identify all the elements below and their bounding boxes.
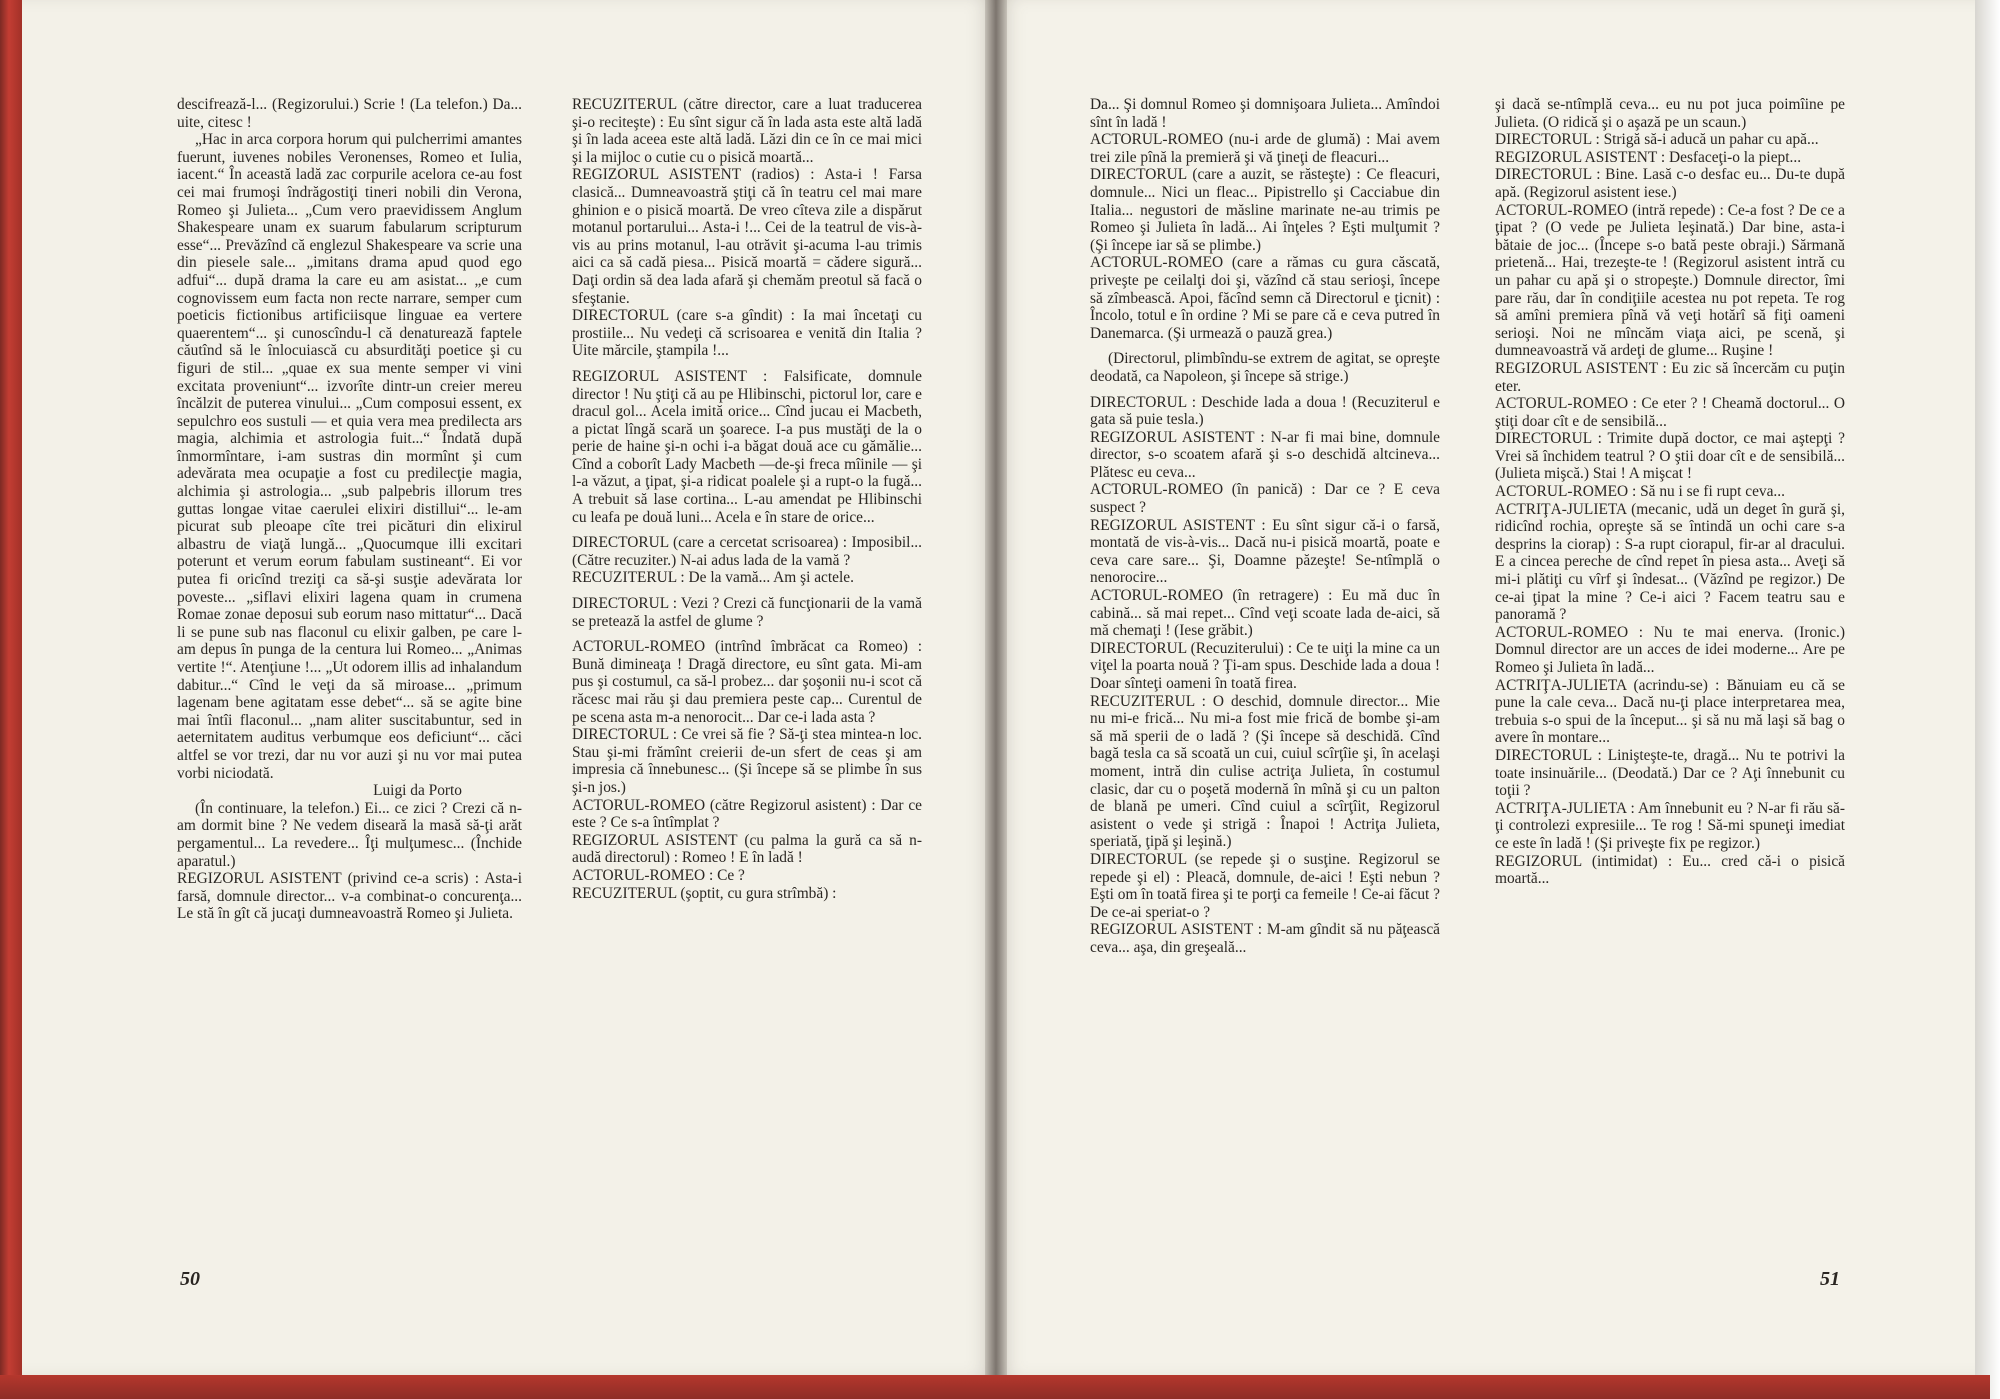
book-cover-edge-right xyxy=(1975,0,2000,1399)
paragraph: DIRECTORUL : Bine. Lasă c-o desfac eu... Du-te după apă. (Regizorul asistent iese.) xyxy=(1495,166,1845,201)
paragraph: REGIZORUL ASISTENT : M-am gîndit să nu păţească ceva... aşa, din greşeală... xyxy=(1090,921,1440,956)
paragraph: (În continuare, la telefon.) Ei... ce zici ? Crezi că n-am dormit bine ? Ne vedem diseară la masă să-ţi arăt pergamentul... La revedere... Îţi mulţumesc... (Închide aparatul.) xyxy=(177,799,522,870)
column-4 xyxy=(1495,96,1845,888)
paragraph: DIRECTORUL (care a auzit, se răsteşte) : Ce fleacuri, domnule... Nici un fleac... Pipistrello şi Cacciabue din Italia... negustori de măsline marinate ne-au trimis pe Romeo şi Julieta în ladă... Ai înţeles ? Eşti mulţumit ? (Şi începe iar să se plimbe.) xyxy=(1090,166,1440,254)
paragraph: RECUZITERUL : O deschid, domnule director... Mie nu mi-e frică... Nu mi-a fost mie frică de bombe şi-am să mă sperii de o ladă ? (Şi începe să deschidă. Cînd bagă tesla ca să scoată un cui, cuiul scîrţîie şi, în acelaşi moment, intră din culise actriţa Julieta, în costumul clasic, dar cu o poşetă modernă în mînă şi cu un palton de blană pe umeri. Cînd cuiul a scîrţîit, Regizorul asistent o vede şi strigă : Înapoi ! Actriţa Julieta, speriată, ţipă şi leşină.) xyxy=(1090,692,1440,851)
paragraph: şi dacă se-ntîmplă ceva... eu nu pot juca poimîine pe Julieta. (O ridică şi o aşază pe un scaun.) xyxy=(1495,96,1845,131)
paragraph: ACTORUL-ROMEO (intrînd îmbrăcat ca Romeo) : Bună dimineaţa ! Dragă directore, eu sînt gata. Mi-am pus şi costumul, ca să-l probez... dar şoşonii nu-i scot că răcesc mai rău şi dau premiera peste cap... Curentul de pe scena asta m-a nenorocit... Dar ce-i lada asta ? xyxy=(572,638,922,726)
paragraph: REGIZORUL ASISTENT : Eu sînt sigur că-i o farsă, montată de vis-à-vis... Dacă nu-i pisică moartă, poate e ceva care sare... Şi, Doamne păzeşte! Se-ntîmplă o nenorocire... xyxy=(1090,516,1440,587)
paragraph: ACTORUL-ROMEO (în panică) : Dar ce ? E ceva suspect ? xyxy=(1090,481,1440,517)
column-3 xyxy=(1090,96,1440,957)
paragraph: ACTORUL-ROMEO (către Regizorul asistent) : Dar ce este ? Ce s-a întîmplat ? xyxy=(572,796,922,832)
paragraph: REGIZORUL ASISTENT : N-ar fi mai bine, domnule director, s-o scoatem afară şi s-o deschidă altcineva... Plătesc eu ceva... xyxy=(1090,428,1440,481)
book-cover-edge-left xyxy=(0,0,22,1399)
paragraph: „Hac in arca corpora horum qui pulcherrimi amantes fuerunt, iuvenes nobiles Veronenses, Romeo et Iulia, iacent.“ În această ladă zac corpurile acelora ce-au fost cei mai frumoşi îndrăgostiţi tineri nobili din Verona, Romeo şi Julieta... „Cum vero praevidissem Anglum Shakespeare unam ex suarum fabularum scripturum esse“... Prevăzînd că englezul Shakespeare va scrie una din piesele sale... „imitans drama apud quod ego adfui“... după drama la care eu am asistat... „e cum cognovissem eum facta non recte narrare, semper cum poeticis fictionibus artificiisque linguae ea vertere quaerentem“... şi cunoscîndu-l că denaturează faptele căutînd să le înlocuiască cu absurdităţi poetice şi cu figuri de stil... „quae ex sua mente semper vi vini excitata proveniunt“... izvorîte dintr-un creier mereu încălzit de puterea vinului... „Cum composui essent, ex sepulchro eos sustuli — et quia vera mea predilecta ars magia, alchimia et astrologia fuit...“ Îndată după înmormîntare, i-am sustras din mormînt şi cum adevărata mea ocupaţie a fost cu predilecţie magia, alchimia şi astrologia... „sub palpebris illorum tres guttas longae vitae caerulei elixiri distillui“... le-am picurat sub pleoape cîte trei picături din elixirul albastru de viaţă lungă... „Quocumque illi excitari poterunt et verum eorum fabulam sustineant“. Ei vor putea fi oricînd treziţi ca să-şi susţie adevărata lor poveste... „siflavi elixiri lagena quam in crumena Romae zonae deposui sub eorum naso mittatur“... Dacă li se pune sub nas flaconul cu elixir galben, pe care l-am depus în punga de la centura lui Romeo... „Animas vertite !“. Atenţiune !... „Ut odorem illis ad inhalandum dabitur...“ Cînd le veţi da să miroase... „primum lagenam bene agitatam esse debet“... să se agite bine mai întîi flaconul... „nam aliter suscitabuntur, sed in aeternitatem auditus verbumque eos deficiunt“... căci altfel se vor trezi, dar nu vor auzi şi nu vor mai putea vorbi niciodată. xyxy=(177,131,522,782)
paragraph: ACTORUL-ROMEO : Să nu i se fi rupt ceva... xyxy=(1495,483,1785,501)
paragraph: DIRECTORUL : Strigă să-i aducă un pahar cu apă... xyxy=(1495,131,1819,149)
paragraph: REGIZORUL (intimidat) : Eu... cred că-i o pisică moartă... xyxy=(1495,852,1845,888)
paragraph: ACTRIŢA-JULIETA : Am înnebunit eu ? N-ar fi rău să-ţi controlezi expresiile... Te rog ! Să-mi spuneţi imediat ce este în ladă ! (Şi priveşte fix pe regizor.) xyxy=(1495,799,1845,852)
paragraph: DIRECTORUL (care s-a gîndit) : Ia mai încetaţi cu prostiile... Nu vedeţi că scrisoarea e venită din Italia ? Uite mărcile, ştampila !... xyxy=(572,307,922,360)
paragraph: ACTORUL-ROMEO (care a rămas cu gura căscată, priveşte pe ceilalţi doi şi, văzînd că stau serioşi, începe să zîmbească. Apoi, făcînd semn că Directorul e ţicnit) : Încolo, totul e în ordine ? Mi se pare că e ceva putred în Danemarca. (Şi urmează o pauză grea.) xyxy=(1090,254,1440,342)
paragraph: ACTRIŢA-JULIETA (acrindu-se) : Bănuiam eu că se pune la cale ceva... Dacă nu-ţi place interpretarea mea, trebuia s-o spui de la început... şi să nu mă laşi să bag o avere în montare... xyxy=(1495,676,1845,747)
paragraph: DIRECTORUL : Linişteşte-te, dragă... Nu te potrivi la toate insinuările... (Deodată.) Dar ce ? Aţi înnebunit cu toţii ? xyxy=(1495,746,1845,800)
paragraph: DIRECTORUL : Vezi ? Crezi că funcţionarii de la vamă se pretează la astfel de glume ? xyxy=(572,595,922,630)
page-number-right: 51 xyxy=(1820,1268,1840,1290)
paragraph: RECUZITERUL : De la vamă... Am şi actele. xyxy=(572,569,854,587)
paragraph: ACTORUL-ROMEO : Ce ? xyxy=(572,866,745,884)
book-spine xyxy=(985,0,1007,1375)
page-number-left: 50 xyxy=(180,1268,200,1290)
signature-line: Luigi da Porto xyxy=(373,782,462,800)
right-page xyxy=(996,0,1975,1375)
paragraph: Da... Şi domnul Romeo şi domnişoara Julieta... Amîndoi sînt în ladă ! xyxy=(1090,96,1440,131)
paragraph: ACTORUL-ROMEO : Nu te mai enerva. (Ironic.) Domnul director are un acces de idei moderne... Are pe Romeo şi Julieta în ladă... xyxy=(1495,623,1845,676)
paragraph: DIRECTORUL (se repede şi o susţine. Regizorul se repede şi el) : Pleacă, domnule, de-aici ! Eşti nebun ? Eşti om în toată firea şi te porţi ca femeile ! Ce-ai făcut ? De ce-ai speriat-o ? xyxy=(1090,850,1440,921)
paragraph: ACTORUL-ROMEO (în retragere) : Eu mă duc în cabină... să mai repet... Cînd veţi scoate lada de-aici, să mă chemaţi ! (Iese grăbit.) xyxy=(1090,587,1440,640)
paragraph: descifrează-l... (Regizorului.) Scrie ! (La telefon.) Da... uite, citesc ! xyxy=(177,96,522,131)
left-page xyxy=(22,0,996,1375)
book-cover-edge-bottom xyxy=(0,1375,1990,1399)
paragraph: RECUZITERUL (către director, care a luat traducerea şi-o reciteşte) : Eu sînt sigur că în lada asta este altă ladă şi în lada aceea este altă ladă. Lăzi din ce în ce mai mici şi la mijloc o cutie cu o pisică moartă... xyxy=(572,96,922,166)
paragraph: DIRECTORUL : Deschide lada a doua ! (Recuziterul e gata să puie tesla.) xyxy=(1090,393,1440,429)
paragraph: REGIZORUL ASISTENT : Desfaceţi-o la piept... xyxy=(1495,148,1802,166)
paragraph: RECUZITERUL (şoptit, cu gura strîmbă) : xyxy=(572,884,837,902)
paragraph: REGIZORUL ASISTENT (cu palma la gură ca să n-audă directorul) : Romeo ! E în ladă ! xyxy=(572,831,922,867)
paragraph: ACTORUL-ROMEO (intră repede) : Ce-a fost ? De ce a ţipat ? (O vede pe Julieta leşinată.) Dar bine, asta-i bătaie de joc... (Începe s-o bată peste obraji.) Sărmană prietenă... Hai, trezeşte-te ! (Regizorul asistent intră cu un pahar cu apă şi o stropeşte.) Domnule director, îmi pare rău, dar în condiţiile acestea nu pot repeta. Te rog să amîni premiera pînă vă veţi hotărî să fiţi oameni serioşi. Noi ne mîncăm viaţa aici, pe scenă, şi dumneavoastră vă ardeţi de glume... Ruşine ! xyxy=(1495,201,1845,360)
paragraph: REGIZORUL ASISTENT : Falsificate, domnule director ! Nu ştiţi că au pe Hlibinschi, pictorul lor, care e dracul gol... Acela imită orice... Cînd jucau ei Macbeth, a pictat lîngă scară un şoarece. I-a pus mustăţi de la o perie de haine şi-n ochi i-a băgat două ace cu gămălie... Cînd a coborît Lady Macbeth —de-şi freca mîinile — şi l-a văzut, a ţipat, şi-a ridicat poalele şi a rupt-o la fugă... A trebuit să lase cortina... L-au amendat pe Hlibinschi cu leafa pe două luni... Acela e în stare de orice... xyxy=(572,367,922,526)
stage-direction: (Directorul, plimbîndu-se extrem de agitat, se opreşte deodată, ca Napoleon, şi începe să strige.) xyxy=(1090,350,1440,385)
paragraph: ACTORUL-ROMEO (nu-i arde de glumă) : Mai avem trei zile pînă la premieră şi vă ţineţi de fleacuri... xyxy=(1090,131,1440,166)
paragraph: REGIZORUL ASISTENT : Eu zic să încercăm cu puţin eter. xyxy=(1495,359,1845,395)
paragraph: ACTORUL-ROMEO : Ce eter ? ! Cheamă doctorul... O ştiţi doar cît e de sensibilă... xyxy=(1495,395,1845,430)
paragraph: DIRECTORUL (Recuziterului) : Ce te uiţi la mine ca un viţel la poarta nouă ? Ţi-am spus. Deschide lada a doua ! Doar sînteţi oameni în toată firea. xyxy=(1090,639,1440,692)
paragraph: DIRECTORUL : Ce vrei să fie ? Să-ţi stea mintea-n loc. Stau şi-mi frămînt creierii de-un sfert de ceas şi am impresia că înnebunesc... (Şi începe să se plimbe în sus şi-n jos.) xyxy=(572,726,922,796)
paragraph: ACTRIŢA-JULIETA (mecanic, udă un deget în gură şi, ridicînd rochia, opreşte să se întindă un ochi care s-a desprins la ciorap) : S-a rupt ciorapul, fir-ar al dracului. E a cincea pereche de cînd repet în piesa asta... Aveţi să mi-i plătiţi cu vîrf şi îndesat... (Văzînd pe regizor.) De ce-ai ţipat la mine ? Ce-i aici ? Facem teatru sau e panoramă ? xyxy=(1495,500,1845,624)
paragraph: REGIZORUL ASISTENT (radios) : Asta-i ! Farsa clasică... Dumneavoastră ştiţi că în teatru cel mai mare ghinion e o pisică moartă. De vreo cîteva zile a dispărut motanul portarului... Asta-i !... Cei de la teatrul de vis-à-vis au prins motanul, l-au otrăvit şi-acuma l-au trimis aici ca să cadă piesa... Pisică moartă = cădere sigură... Daţi ordin să dea lada afară şi chemăm preotul să facă o sfeştanie. xyxy=(572,166,922,307)
paragraph: DIRECTORUL : Trimite după doctor, ce mai aştepţi ? Vrei să închidem teatrul ? O ştii doar cît e de sensibilă... (Julieta mişcă.) Stai ! A mişcat ! xyxy=(1495,430,1845,483)
column-1 xyxy=(177,96,522,923)
paragraph: DIRECTORUL (care a cercetat scrisoarea) : Imposibil... (Către recuziter.) N-ai adus lada de la vamă ? xyxy=(572,534,922,569)
column-2 xyxy=(572,96,922,902)
paragraph: REGIZORUL ASISTENT (privind ce-a scris) : Asta-i farsă, domnule director... v-a combinat-o concurenţa... Le stă în gît că jucaţi dumneavoastră Romeo şi Julieta. xyxy=(177,870,522,923)
